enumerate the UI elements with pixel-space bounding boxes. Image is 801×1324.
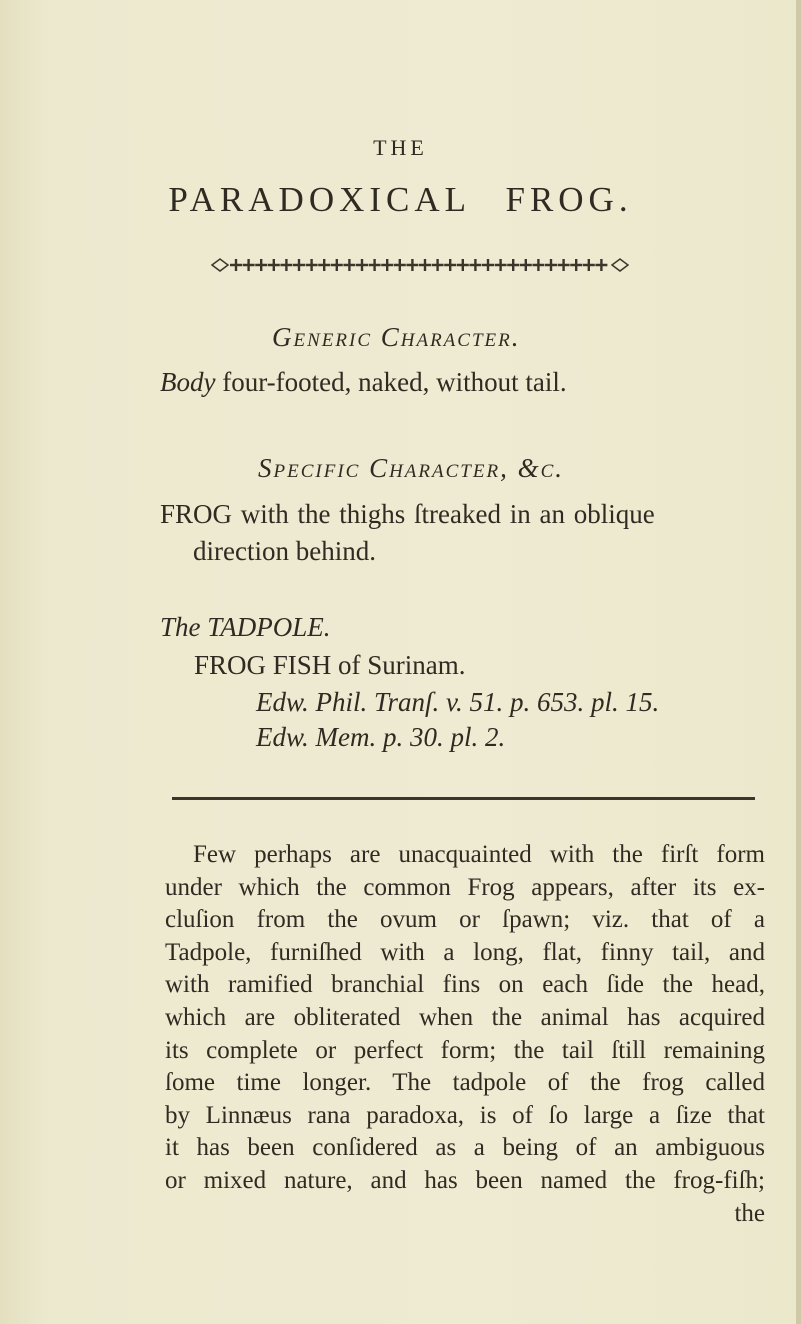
ornament-cross [343,259,355,271]
ornament-cross [419,259,431,271]
ornament-cross [495,259,507,271]
synonym-heading: The TADPOLE. [160,612,331,642]
body-line: it has been conſidered as a being of an ambiguous [165,1134,765,1162]
ornament-cross [381,259,393,271]
body-line: or mixed nature, and has been named the frog-fiſh; [165,1166,765,1194]
generic-text: four-footed, naked, without tail. [222,367,567,397]
ornament-cross [394,259,406,271]
ornament-cross [243,259,255,271]
specific-line-2: direction behind. [193,536,376,566]
ornament-cross [306,259,318,271]
ornament-cross [583,259,595,271]
ornament-cross [331,259,343,271]
ornament-cross [293,259,305,271]
ornament-cross [444,259,456,271]
ornament-cross [532,259,544,271]
ornament-cross [457,259,469,271]
body-line: by Linnæus rana paradoxa, is of ſo large a ſize that [165,1101,765,1129]
body-line: cluſion from the ovum or ſpawn; viz. that of a [165,906,765,934]
ornament-divider [210,254,630,276]
ornament-cross [432,259,444,271]
body-line: with ramified branchial fins on each ſide the head, [165,971,765,999]
ornament-cross [570,259,582,271]
synonym-line-1: FROG FISH of Surinam. [194,650,466,680]
body-line: Tadpole, furniſhed with a long, flat, finny tail, and [165,938,765,966]
ornament-cross [356,259,368,271]
ornament-cross [369,259,381,271]
specific-character-heading: Specific Character, &c. [258,453,564,483]
generic-character-heading: Generic Character. [272,322,521,352]
generic-label: Body [160,367,216,397]
ornament-cross [482,259,494,271]
body-paragraph [165,839,765,1230]
ornament-cross [558,259,570,271]
body-line: Few perhaps are unacquainted with the firſt form [193,841,765,868]
generic-character-line [160,367,567,398]
body-line: its complete or perfect form; the tail ſtill remaining [165,1036,765,1064]
specific-line-1: FROG with the thighs ſtreaked in an oblique [160,499,655,529]
ornament-cross [406,259,418,271]
ornament-cross [318,259,330,271]
ornament-cross [507,259,519,271]
synonym-ref-1: Edw. Phil. Tranſ. v. 51. p. 653. pl. 15. [256,687,660,717]
ornament-cross [520,259,532,271]
section-rule [172,797,755,800]
ornament-cross [268,259,280,271]
body-line: under which the common Frog appears, after its ex- [165,873,765,901]
body-line: ſome time longer. The tadpole of the frog called [165,1069,765,1097]
catchword: the [734,1199,765,1227]
ornament-cross [230,259,242,271]
page-title: PARADOXICAL FROG. [168,180,633,219]
synonym-ref-2: Edw. Mem. p. 30. pl. 2. [256,722,506,752]
ornament-cross [545,259,557,271]
body-line: which are obliterated when the animal has acquired [165,1003,765,1031]
ornament-cross [255,259,267,271]
ornament-cross [595,259,607,271]
ornament-cross [469,259,481,271]
ornament-cross [280,259,292,271]
title-article: THE [373,135,428,160]
